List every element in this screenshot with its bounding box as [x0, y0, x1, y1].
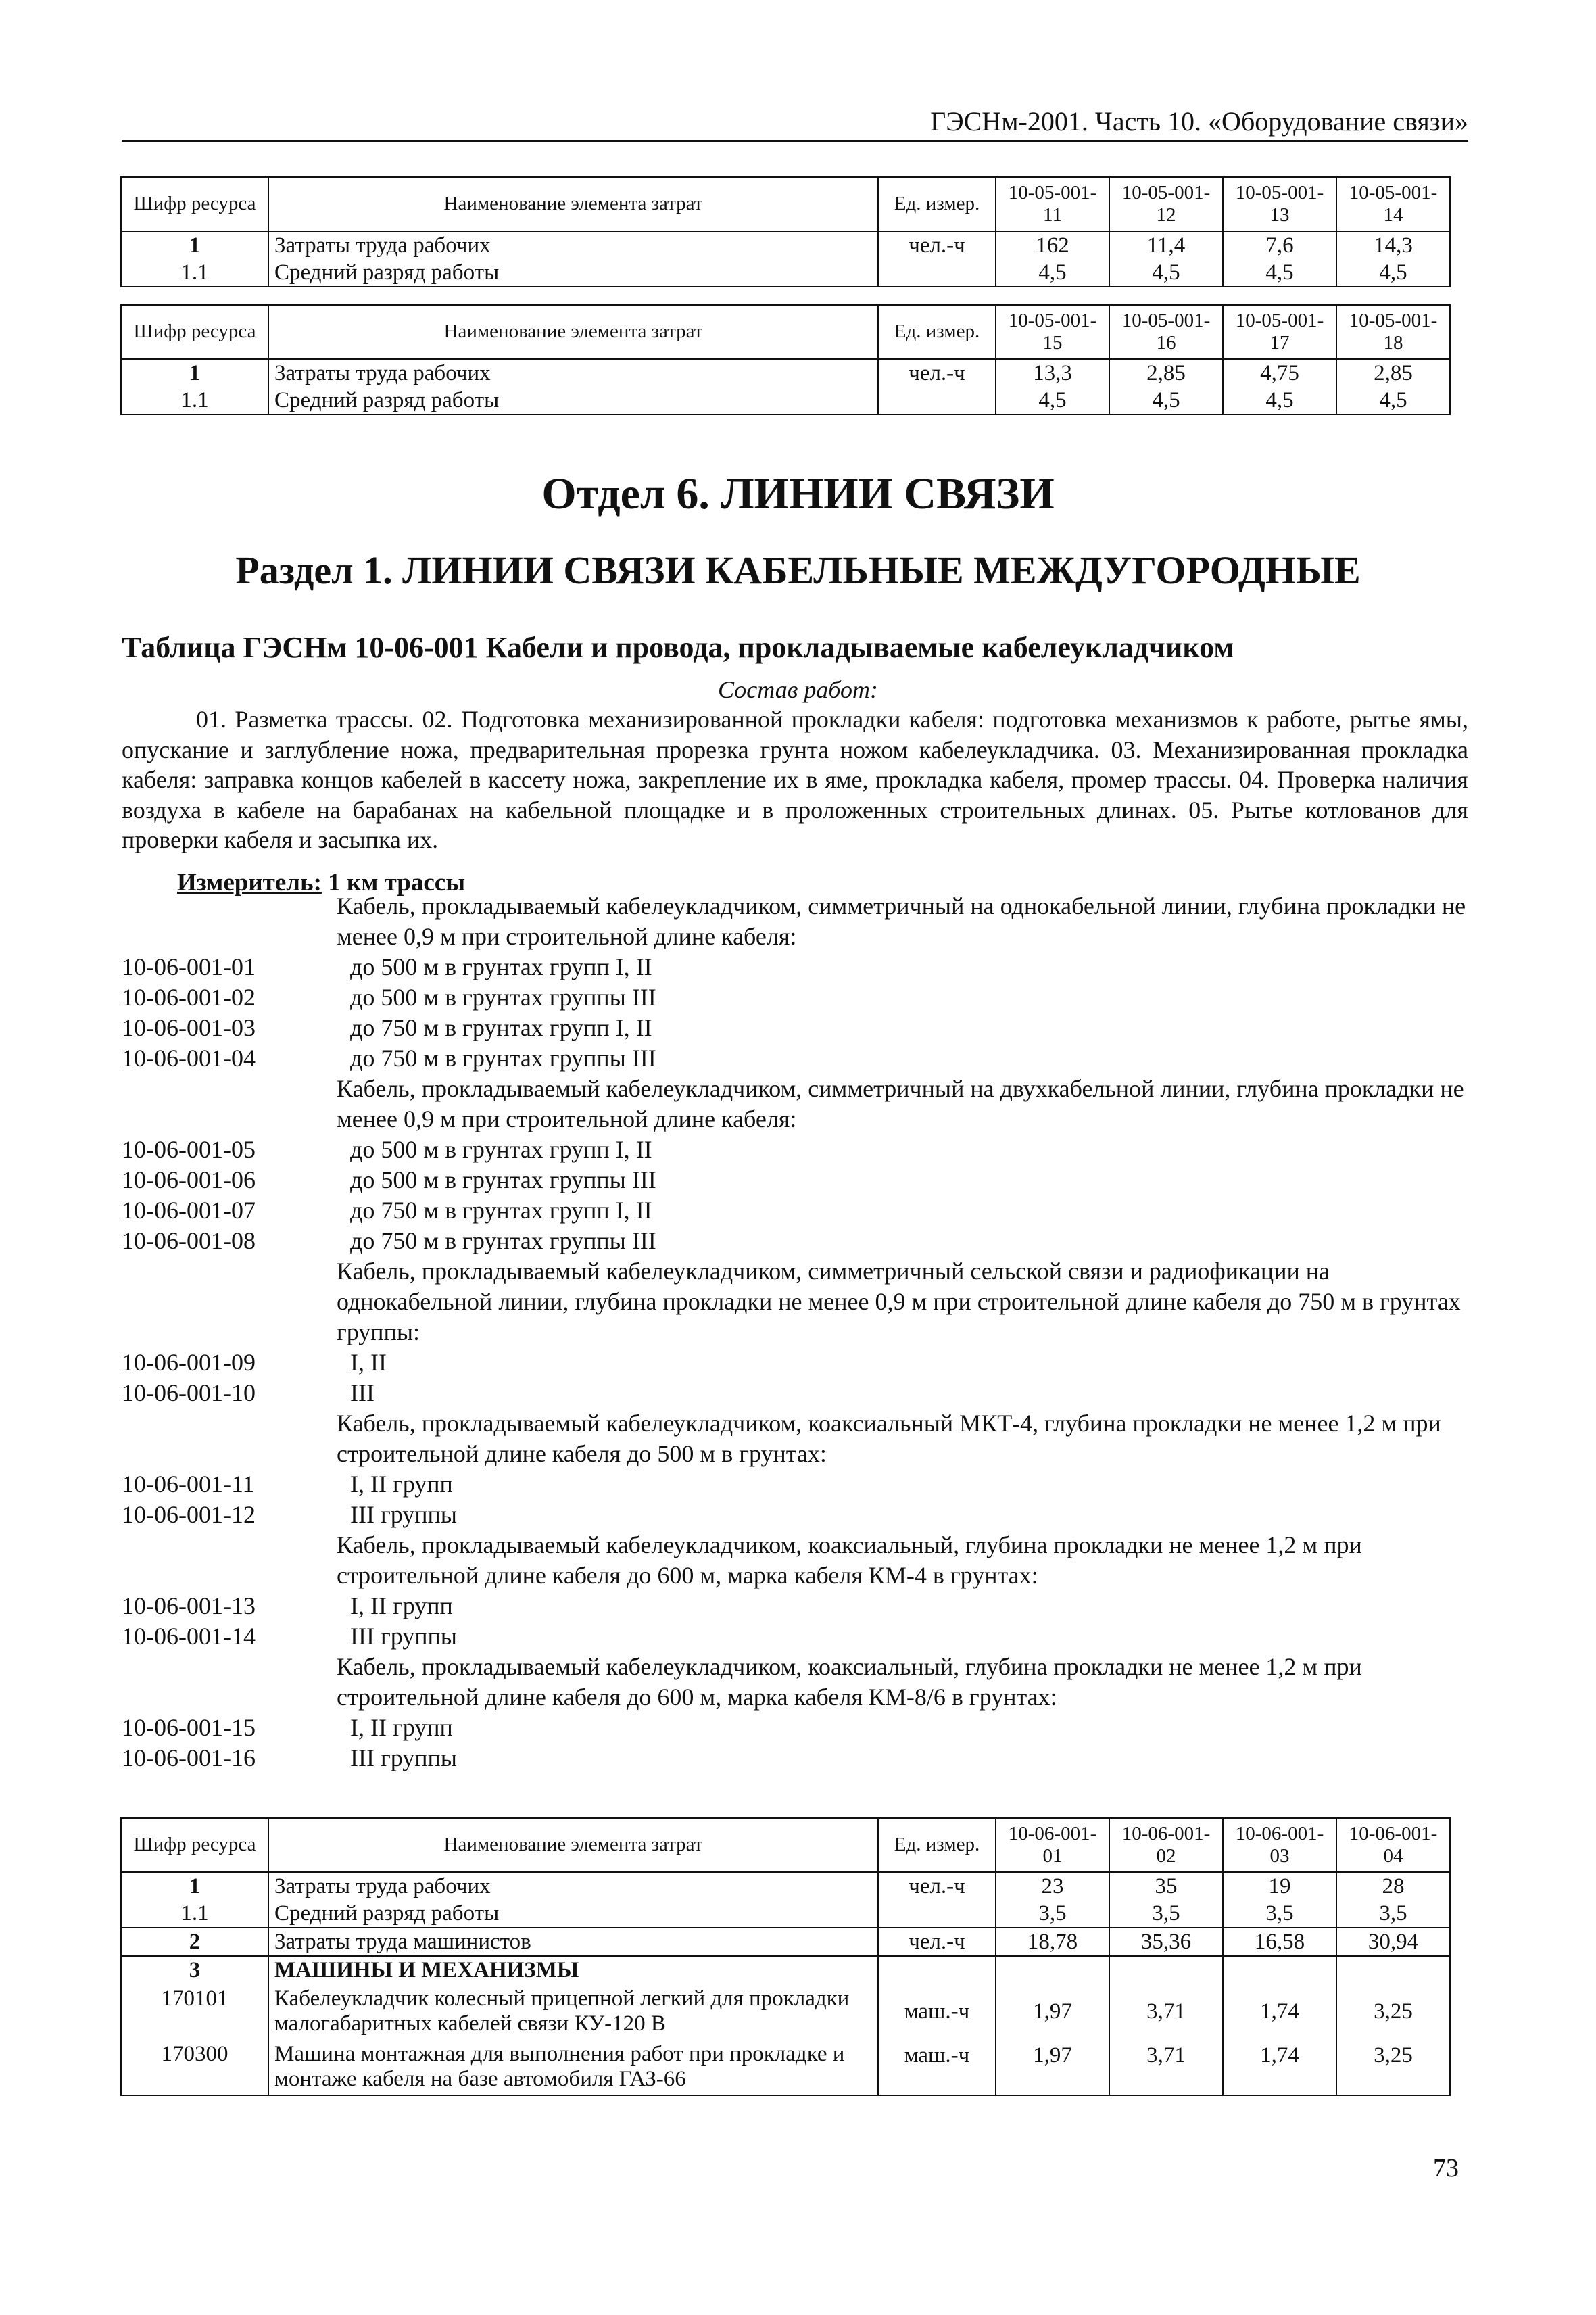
header-code: Шифр ресурса: [121, 305, 268, 359]
list-item: [122, 1378, 1468, 1408]
norm-text: I, II: [350, 1349, 387, 1376]
header-col: 10-06-001-04: [1336, 1818, 1450, 1872]
norm-text: до 750 м в грунтах групп I, II: [350, 1014, 652, 1041]
norm-text: до 500 м в грунтах группы III: [350, 1166, 656, 1193]
header-unit: Ед. измер.: [878, 1818, 996, 1872]
table-row: [121, 1872, 1450, 1900]
row-value: 4,5: [1109, 259, 1223, 287]
works-composition-text: 01. Разметка трассы. 02. Подготовка механизированной прокладки кабеля: подготовка механизмов к работе, рытье ямы, опускание и заглубление ножа, предварительная прорезка грунта ножом кабелеукладчика. 03. Механизированная прокладка кабеля: заправка концов кабелей в кассету ножа, закрепление их в яме, прокладка кабеля, промер трассы. 04. Проверка наличия воздуха в кабеле на барабанах на кабельной площадке и в проложенных строительных длинах. 05. Рытье котлованов для проверки кабеля и засыпка их.: [122, 706, 1468, 853]
norm-code: 10-06-001-09: [122, 1349, 256, 1376]
row-value: 4,5: [1223, 259, 1336, 287]
norm-code: 10-06-001-12: [122, 1501, 256, 1528]
norm-code: 10-06-001-01: [122, 953, 256, 980]
header-name: Наименование элемента затрат: [268, 1818, 878, 1872]
row-unit: [878, 1956, 996, 1984]
header-col: 10-05-001-11: [996, 177, 1109, 231]
norm-text: до 500 м в грунтах группы III: [350, 984, 656, 1011]
row-name: Средний разряд работы: [268, 1900, 878, 1928]
row-value: 35,36: [1109, 1928, 1223, 1956]
header-col: 10-05-001-17: [1223, 305, 1336, 359]
row-value: 28: [1336, 1872, 1450, 1900]
row-value: 13,3: [996, 359, 1109, 387]
row-value: 1,97: [996, 2039, 1109, 2095]
row-code: 170300: [121, 2039, 268, 2095]
row-code: 170101: [121, 1984, 268, 2039]
header-col: 10-05-001-14: [1336, 177, 1450, 231]
norm-text: III: [350, 1379, 374, 1406]
header-unit: Ед. измер.: [878, 305, 996, 359]
norm-code: 10-06-001-02: [122, 984, 256, 1011]
header-col: 10-05-001-16: [1109, 305, 1223, 359]
row-value: 4,75: [1223, 359, 1336, 387]
header-unit: Ед. измер.: [878, 177, 996, 231]
norm-text: III группы: [350, 1623, 457, 1650]
row-code: 1: [121, 1872, 268, 1900]
row-value: 3,5: [1336, 1900, 1450, 1928]
row-code: 2: [121, 1928, 268, 1956]
row-name: Затраты труда рабочих: [268, 359, 878, 387]
table-row: [121, 2039, 1450, 2095]
norm-code: 10-06-001-15: [122, 1714, 256, 1741]
page-number: 73: [1433, 2154, 1459, 2182]
row-name: Затраты труда рабочих: [268, 231, 878, 259]
norm-text: I, II групп: [350, 1714, 453, 1741]
norm-text: III группы: [350, 1744, 457, 1771]
header-col: 10-06-001-01: [996, 1818, 1109, 1872]
norm-code: 10-06-001-03: [122, 1014, 256, 1041]
group-description: Кабель, прокладываемый кабелеукладчиком, симметричный на двухкабельной линии, глубина прокладки не менее 0,9 м при строительной длине кабеля:: [337, 1075, 1464, 1132]
row-name: Машина монтажная для выполнения работ при прокладке и монтаже кабеля на базе автомобиля ГАЗ-66: [268, 2039, 878, 2095]
header-col: 10-05-001-18: [1336, 305, 1450, 359]
table-row: [121, 1900, 1450, 1928]
row-value: 4,5: [1336, 259, 1450, 287]
norm-code: 10-06-001-11: [122, 1471, 255, 1498]
row-value: 14,3: [1336, 231, 1450, 259]
row-value: 30,94: [1336, 1928, 1450, 1956]
norm-code: 10-06-001-06: [122, 1166, 256, 1193]
list-item: [122, 1743, 1468, 1773]
table-row: [121, 231, 1450, 259]
list-item: [122, 1621, 1468, 1652]
table-row: [121, 1956, 1450, 1984]
norm-code: 10-06-001-05: [122, 1136, 256, 1163]
row-value: 23: [996, 1872, 1109, 1900]
row-unit: [878, 259, 996, 287]
cost-table-2: [120, 304, 1451, 415]
group-description: Кабель, прокладываемый кабелеукладчиком, симметричный сельской связи и радиофикации на однокабельной линии, глубина прокладки не менее 0,9 м при строительной длине кабеля до 750 м в грунтах группы:: [337, 1258, 1461, 1345]
header-rule: [122, 140, 1468, 142]
row-value: 3,71: [1109, 2039, 1223, 2095]
norm-list: [122, 891, 1468, 1773]
row-name: Средний разряд работы: [268, 259, 878, 287]
header-code: Шифр ресурса: [121, 1818, 268, 1872]
running-head: ГЭСНм-2001. Часть 10. «Оборудование связи»: [930, 106, 1468, 137]
norm-text: до 750 м в грунтах группы III: [350, 1045, 656, 1072]
header-col: 10-05-001-13: [1223, 177, 1336, 231]
row-value: 16,58: [1223, 1928, 1336, 1956]
row-value: [1336, 1956, 1450, 1984]
row-value: 3,25: [1336, 2039, 1450, 2095]
subsection-heading: Раздел 1. ЛИНИИ СВЯЗИ КАБЕЛЬНЫЕ МЕЖДУГОРОДНЫЕ: [235, 548, 1361, 592]
header-name: Наименование элемента затрат: [268, 305, 878, 359]
row-value: 4,5: [1223, 387, 1336, 414]
norm-code: 10-06-001-13: [122, 1592, 256, 1619]
row-value: 4,5: [1109, 387, 1223, 414]
norm-text: до 500 м в грунтах групп I, II: [350, 1136, 652, 1163]
row-value: [996, 1956, 1109, 1984]
row-code: 1.1: [121, 1900, 268, 1928]
row-value: [1109, 1956, 1223, 1984]
row-value: 1,74: [1223, 2039, 1336, 2095]
list-item: [122, 1165, 1468, 1195]
group-description: Кабель, прокладываемый кабелеукладчиком, коаксиальный МКТ-4, глубина прокладки не менее 1,2 м при строительной длине кабеля до 500 м в грунтах:: [337, 1410, 1441, 1467]
cost-table-1: [120, 176, 1451, 287]
row-name: Затраты труда машинистов: [268, 1928, 878, 1956]
norm-text: до 750 м в грунтах групп I, II: [350, 1197, 652, 1224]
table-row: [121, 259, 1450, 287]
norm-code: 10-06-001-16: [122, 1744, 256, 1771]
row-name: Затраты труда рабочих: [268, 1872, 878, 1900]
row-name: Кабелеукладчик колесный прицепной легкий для прокладки малогабаритных кабелей связи КУ-120 В: [268, 1984, 878, 2039]
table-header-row: [121, 305, 1450, 359]
row-unit: [878, 1900, 996, 1928]
row-name: Средний разряд работы: [268, 387, 878, 414]
norm-text: до 750 м в грунтах группы III: [350, 1227, 656, 1254]
row-value: 162: [996, 231, 1109, 259]
row-value: 1,74: [1223, 1984, 1336, 2039]
norm-code: 10-06-001-10: [122, 1379, 256, 1406]
list-item: [122, 1043, 1468, 1074]
row-unit: маш.-ч: [878, 1984, 996, 2039]
row-unit: чел.-ч: [878, 231, 996, 259]
row-value: 3,71: [1109, 1984, 1223, 2039]
row-code: 3: [121, 1956, 268, 1984]
row-value: 2,85: [1109, 359, 1223, 387]
row-value: 35: [1109, 1872, 1223, 1900]
list-item: [122, 982, 1468, 1013]
header-col: 10-06-001-02: [1109, 1818, 1223, 1872]
norm-text: III группы: [350, 1501, 457, 1528]
row-value: 3,5: [996, 1900, 1109, 1928]
header-col: 10-06-001-03: [1223, 1818, 1336, 1872]
table-title: Таблица ГЭСНм 10-06-001 Кабели и провода, прокладываемые кабелеукладчиком: [122, 631, 1234, 664]
table-row: [121, 1928, 1450, 1956]
row-value: 4,5: [1336, 387, 1450, 414]
norm-code: 10-06-001-07: [122, 1197, 256, 1224]
row-value: 2,85: [1336, 359, 1450, 387]
table-header-row: [121, 1818, 1450, 1872]
row-value: [1223, 1956, 1336, 1984]
norm-code: 10-06-001-08: [122, 1227, 256, 1254]
group-description: Кабель, прокладываемый кабелеукладчиком, коаксиальный, глубина прокладки не менее 1,2 м при строительной длине кабеля до 600 м, марка кабеля КМ-4 в грунтах:: [337, 1531, 1362, 1589]
list-item: [122, 1500, 1468, 1530]
norm-text: I, II групп: [350, 1471, 453, 1498]
works-composition-label: Состав работ:: [718, 676, 878, 703]
measure-label: Измеритель:: [177, 869, 322, 897]
list-item: [122, 1713, 1468, 1743]
table-row: [121, 387, 1450, 414]
list-item: [122, 952, 1468, 982]
row-value: 18,78: [996, 1928, 1109, 1956]
list-item: [122, 1135, 1468, 1165]
row-value: 1,97: [996, 1984, 1109, 2039]
row-unit: чел.-ч: [878, 1872, 996, 1900]
list-item: [122, 1013, 1468, 1043]
norm-code: 10-06-001-14: [122, 1623, 256, 1650]
row-unit: маш.-ч: [878, 2039, 996, 2095]
row-unit: чел.-ч: [878, 1928, 996, 1956]
table-row: [121, 359, 1450, 387]
list-item: [122, 1195, 1468, 1226]
row-code: 1.1: [121, 259, 268, 287]
list-item: [122, 1226, 1468, 1256]
cost-table-3: [120, 1817, 1451, 2096]
list-item: [122, 1347, 1468, 1378]
row-code: 1: [121, 359, 268, 387]
header-col: 10-05-001-12: [1109, 177, 1223, 231]
norm-text: I, II групп: [350, 1592, 453, 1619]
list-item: [122, 1591, 1468, 1621]
row-unit: [878, 387, 996, 414]
row-value: 7,6: [1223, 231, 1336, 259]
row-value: 3,5: [1109, 1900, 1223, 1928]
norm-code: 10-06-001-04: [122, 1045, 256, 1072]
measure-value: 1 км трассы: [328, 869, 466, 897]
row-code: 1: [121, 231, 268, 259]
table-row: [121, 1984, 1450, 2039]
row-code: 1.1: [121, 387, 268, 414]
header-col: 10-05-001-15: [996, 305, 1109, 359]
header-code: Шифр ресурса: [121, 177, 268, 231]
table-header-row: [121, 177, 1450, 231]
row-unit: чел.-ч: [878, 359, 996, 387]
row-value: 4,5: [996, 387, 1109, 414]
row-value: 4,5: [996, 259, 1109, 287]
row-value: 11,4: [1109, 231, 1223, 259]
norm-text: до 500 м в грунтах групп I, II: [350, 953, 652, 980]
row-value: 3,5: [1223, 1900, 1336, 1928]
row-value: 19: [1223, 1872, 1336, 1900]
row-value: 3,25: [1336, 1984, 1450, 2039]
row-name: МАШИНЫ И МЕХАНИЗМЫ: [268, 1956, 878, 1984]
group-description: Кабель, прокладываемый кабелеукладчиком, симметричный на однокабельной линии, глубина прокладки не менее 0,9 м при строительной длине кабеля:: [337, 892, 1466, 950]
section-heading: Отдел 6. ЛИНИИ СВЯЗИ: [541, 469, 1055, 519]
header-name: Наименование элемента затрат: [268, 177, 878, 231]
group-description: Кабель, прокладываемый кабелеукладчиком, коаксиальный, глубина прокладки не менее 1,2 м при строительной длине кабеля до 600 м, марка кабеля КМ-8/6 в грунтах:: [337, 1653, 1362, 1711]
list-item: [122, 1469, 1468, 1500]
